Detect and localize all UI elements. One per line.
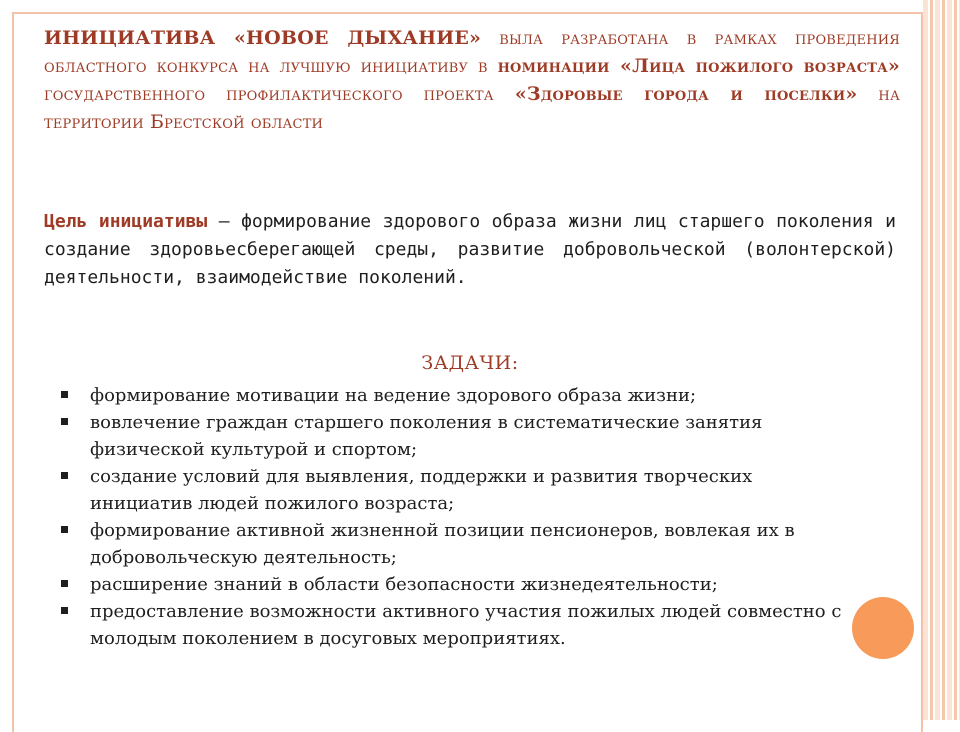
heading-initiative-name: ИНИЦИАТИВА «НОВОЕ ДЫХАНИЕ» (44, 27, 482, 49)
heading-project-name: «Здоровые города и поселки» (514, 83, 858, 105)
heading-text-2: государственного профилактического проекта (44, 83, 515, 105)
list-item: создание условий для выявления, поддержки и развития творческих инициатив людей пожилого возраста; (60, 463, 850, 517)
goal-paragraph (44, 208, 896, 292)
list-item: вовлечение граждан старшего поколения в систематические занятия физической культурой и спортом; (60, 409, 850, 463)
list-item: расширение знаний в области безопасности жизнедеятельности; (60, 571, 850, 598)
heading-text-3: на территории Брестской области (44, 83, 900, 133)
heading-text-1: выла разработана в рамках проведения областного конкурса на лучшую инициативу в (44, 27, 900, 77)
list-item: предоставление возможности активного участия пожилых людей совместно с молодым поколением в досуговых мероприятиях. (60, 598, 850, 652)
list-item: формирование мотивации на ведение здорового образа жизни; (60, 382, 850, 409)
heading-nomination: номинации «Лица пожилого возраста» (497, 55, 900, 77)
tasks-title: ЗАДАЧИ: (421, 352, 519, 374)
decorative-circle (852, 597, 914, 659)
list-item: формирование активной жизненной позиции пенсионеров, вовлекая их в добровольческую деятельность; (60, 517, 850, 571)
tasks-list (60, 382, 850, 652)
goal-text: – формирование здорового образа жизни лиц старшего поколения и создание здоровьесберегающей среды, развитие добровольческой (волонтерской) деятельности, взаимодействие поколений. (44, 211, 896, 288)
goal-label: Цель инициативы (44, 211, 208, 232)
slide-heading (44, 24, 900, 136)
